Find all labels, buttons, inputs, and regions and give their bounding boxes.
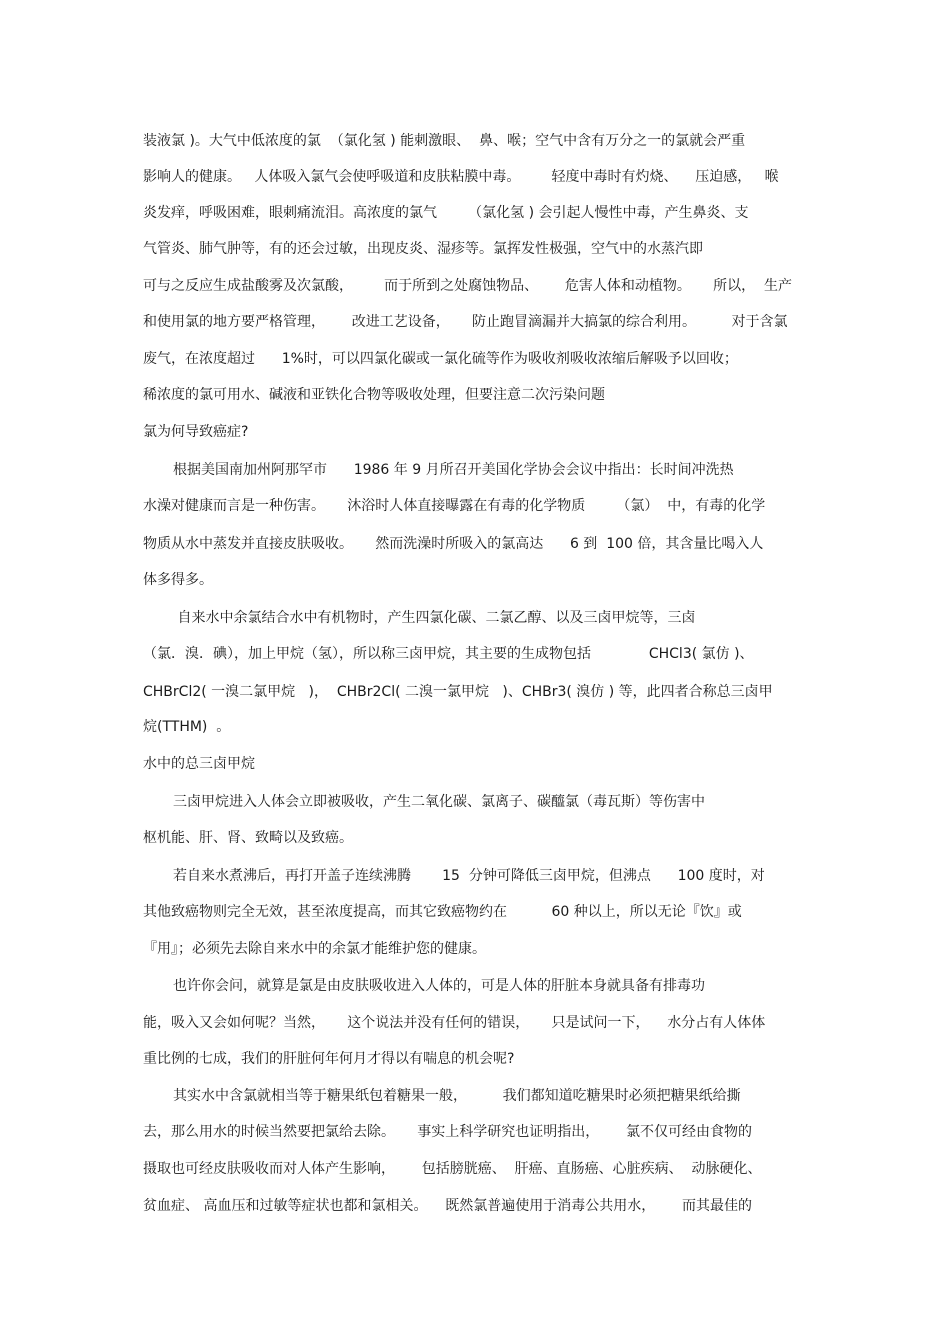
section-heading: 水中的总三卤甲烷	[143, 756, 255, 772]
text-line: 重比例的七成，我们的肝脏何年何月才得以有喘息的机会呢?	[143, 1051, 515, 1067]
text-line: 烷(TTHM) 。	[143, 719, 231, 735]
text-line: 气管炎、肺气肿等，有的还会过敏，出现皮炎、湿疹等。氯挥发性极强，空气中的水蒸汽即	[143, 241, 703, 257]
text-line: 根据美国南加州阿那罕市 1986 年 9 月所召开美国化学协会会议中指出：长时间冲洗热	[173, 462, 734, 478]
text-line: 物质从水中蒸发并直接皮肤吸收。 然而洗澡时所吸入的氯高达 6 到 100 倍，其含量比喝入人	[143, 536, 764, 552]
text-line: 其实水中含氯就相当等于糖果纸包着糖果一般， 我们都知道吃糖果时必须把糖果纸给撕	[173, 1088, 741, 1104]
text-line: 贫血症、 高血压和过敏等症状也都和氯相关。 既然氯普遍使用于消毒公共用水， 而其最佳的	[143, 1198, 752, 1214]
text-line: CHBrCl2( 一溴二氯甲烷 )， CHBr2Cl( 二溴一氯甲烷 )、CHBr3( 溴仿 ) 等，此四者合称总三卤甲	[143, 684, 773, 700]
text-line: 枢机能、肝、肾、致畸以及致癌。	[143, 830, 353, 846]
text-line: （氯．溴．碘），加上甲烷（氢），所以称三卤甲烷，其主要的生成物包括 CHCl3( 氯仿 )、	[143, 646, 754, 662]
text-line: 水澡对健康而言是一种伤害。 沐浴时人体直接曝露在有毒的化学物质 （氯） 中，有毒的化学	[143, 498, 766, 514]
text-line: 影响人的健康。 人体吸入氯气会使呼吸道和皮肤粘膜中毒。 轻度中毒时有灼烧、 压迫感， 喉	[143, 169, 779, 185]
text-line: 自来水中余氯结合水中有机物时，产生四氯化碳、二氯乙醇、以及三卤甲烷等，三卤	[173, 610, 696, 626]
text-line: 若自来水煮沸后，再打开盖子连续沸腾 15 分钟可降低三卤甲烷，但沸点 100 度时，对	[173, 868, 765, 884]
text-line: 装液氯 )。大气中低浓度的氯 （氯化氢 ) 能刺激眼、 鼻、喉；空气中含有万分之一的氯就会严重	[143, 133, 746, 149]
text-line: 三卤甲烷进入人体会立即被吸收，产生二氧化碳、氯离子、碳醯氯（毒瓦斯）等伤害中	[173, 794, 705, 810]
text-line: 和使用氯的地方要严格管理， 改进工艺设备， 防止跑冒滴漏并大搞氯的综合利用。 对于含氯	[143, 314, 788, 330]
text-line: 可与之反应生成盐酸雾及次氯酸， 而于所到之处腐蚀物品、 危害人体和动植物。 所以， 生产	[143, 278, 793, 294]
section-heading: 氯为何导致癌症?	[143, 424, 249, 440]
text-line: 废气，在浓度超过 1%时，可以四氯化碳或一氯化硫等作为吸收剂吸收浓缩后解吸予以回收；	[143, 351, 738, 367]
text-line: 摄取也可经皮肤吸收而对人体产生影响， 包括膀胱癌、 肝癌、直肠癌、心脏疾病、 动脉硬化、	[143, 1161, 762, 1177]
text-line: 能，吸入又会如何呢？当然， 这个说法并没有任何的错误， 只是试问一下， 水分占有人体体	[143, 1015, 766, 1031]
text-line: 其他致癌物则完全无效，甚至浓度提高，而其它致癌物约在 60 种以上，所以无论『饮』或	[143, 904, 742, 920]
text-line: 去，那么用水的时候当然要把氯给去除。 事实上科学研究也证明指出， 氯不仅可经由食物的	[143, 1124, 752, 1140]
text-line: 也许你会问，就算是氯是由皮肤吸收进入人体的，可是人体的肝脏本身就具备有排毒功	[173, 978, 705, 994]
text-line: 稀浓度的氯可用水、碱液和亚铁化合物等吸收处理，但要注意二次污染问题	[143, 387, 605, 403]
text-line: 炎发痒，呼吸困难，眼刺痛流泪。高浓度的氯气 （氯化氢 ) 会引起人慢性中毒，产生鼻炎、支	[143, 205, 749, 221]
text-line: 『用』；必须先去除自来水中的余氯才能维护您的健康。	[143, 941, 486, 957]
text-line: 体多得多。	[143, 572, 213, 588]
